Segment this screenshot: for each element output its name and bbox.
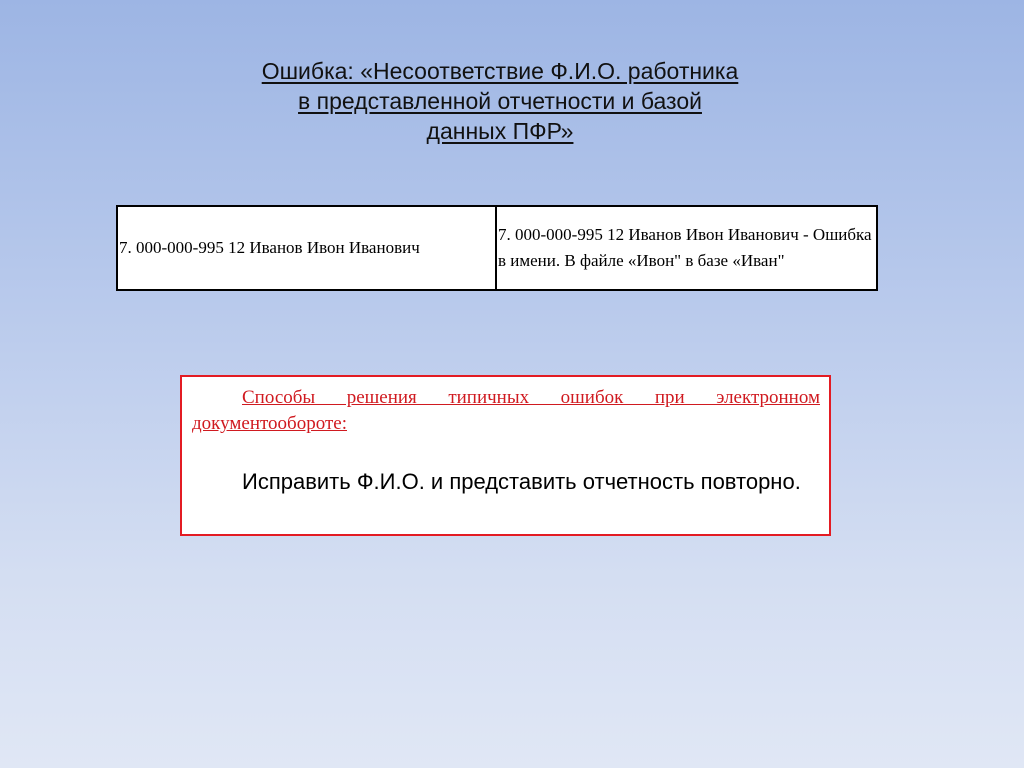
error-description-cell: 7. 000-000-995 12 Иванов Ивон Иванович - Ошибка в имени. В файле «Ивон" в базе «Иван": [496, 206, 877, 290]
solution-box: [180, 375, 831, 536]
table-row: [117, 206, 877, 290]
title-line-3: данных ПФР»: [426, 118, 574, 144]
title-line-2: в представленной отчетности и базой: [298, 88, 702, 114]
comparison-table: [116, 205, 878, 291]
solution-heading: Способы решения типичных ошибок при электронном документообороте:: [192, 387, 820, 434]
title-line-1: Ошибка: «Несоответствие Ф.И.О. работника: [261, 58, 739, 84]
slide-title: [150, 56, 850, 146]
submitted-record-cell: 7. 000-000-995 12 Иванов Ивон Иванович: [117, 206, 496, 290]
solution-text: Исправить Ф.И.О. и представить отчетность повторно.: [242, 469, 801, 494]
